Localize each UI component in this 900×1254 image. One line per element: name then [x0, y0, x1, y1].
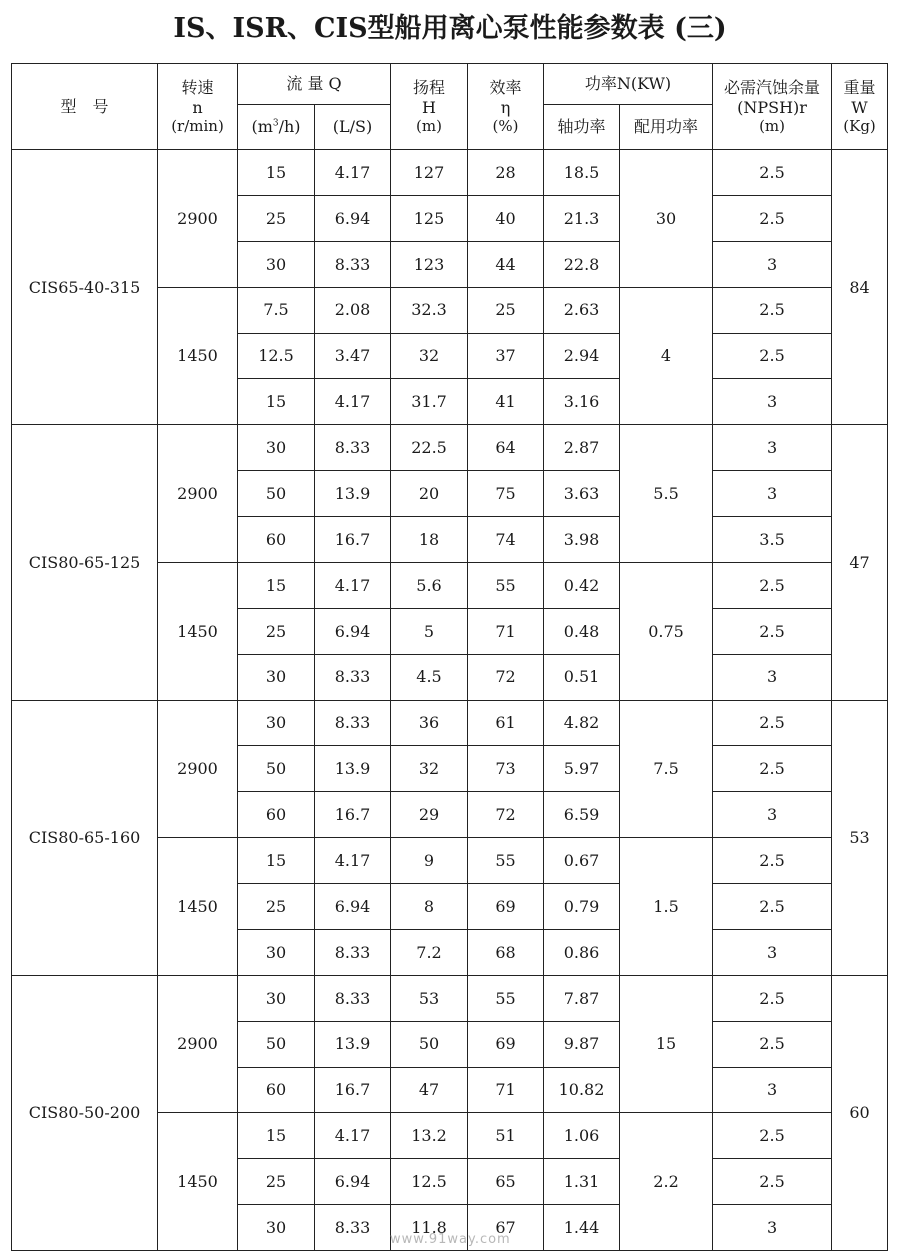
rated-power-cell: 15 [620, 975, 713, 1113]
flow-ls-cell: 13.9 [315, 471, 391, 517]
head-cell: 32 [391, 746, 468, 792]
efficiency-cell: 55 [468, 562, 544, 608]
flow-ls-cell: 6.94 [315, 884, 391, 930]
npsh-cell: 3 [713, 471, 832, 517]
npsh-cell: 2.5 [713, 700, 832, 746]
flow-m3h-cell: 15 [238, 1113, 315, 1159]
efficiency-cell: 40 [468, 195, 544, 241]
npsh-cell: 2.5 [713, 975, 832, 1021]
header-flow: 流 量 Q [238, 64, 391, 105]
efficiency-cell: 67 [468, 1205, 544, 1251]
efficiency-cell: 55 [468, 975, 544, 1021]
head-cell: 53 [391, 975, 468, 1021]
head-cell: 22.5 [391, 425, 468, 471]
flow-ls-cell: 13.9 [315, 1021, 391, 1067]
flow-m3h-cell: 25 [238, 608, 315, 654]
weight-cell: 47 [832, 425, 888, 700]
table-row [12, 150, 888, 196]
shaft-power-cell: 22.8 [544, 241, 620, 287]
efficiency-cell: 55 [468, 838, 544, 884]
flow-m3h-cell: 25 [238, 884, 315, 930]
flow-ls-cell: 8.33 [315, 654, 391, 700]
npsh-cell: 3 [713, 792, 832, 838]
rated-power-cell: 7.5 [620, 700, 713, 838]
header-power: 功率N(KW) [544, 64, 713, 105]
flow-m3h-cell: 30 [238, 975, 315, 1021]
model-cell: CIS65-40-315 [12, 150, 158, 425]
header-rated-power: 配用功率 [620, 105, 713, 150]
efficiency-cell: 72 [468, 792, 544, 838]
flow-m3h-cell: 60 [238, 1067, 315, 1113]
header-weight: 重量 W (Kg) [832, 64, 888, 150]
header-flow-m3h: $(m^3/h)$ [238, 105, 315, 150]
efficiency-cell: 25 [468, 287, 544, 333]
head-cell: 12.5 [391, 1159, 468, 1205]
head-cell: 36 [391, 700, 468, 746]
npsh-cell: 2.5 [713, 608, 832, 654]
npsh-cell: 2.5 [713, 150, 832, 196]
rated-power-cell: 2.2 [620, 1113, 713, 1251]
head-cell: 47 [391, 1067, 468, 1113]
flow-m3h-cell: 30 [238, 425, 315, 471]
flow-ls-cell: 4.17 [315, 150, 391, 196]
shaft-power-cell: 4.82 [544, 700, 620, 746]
shaft-power-cell: 7.87 [544, 975, 620, 1021]
flow-ls-cell: 6.94 [315, 608, 391, 654]
shaft-power-cell: 0.67 [544, 838, 620, 884]
flow-ls-cell: 2.08 [315, 287, 391, 333]
head-cell: 13.2 [391, 1113, 468, 1159]
table-row [12, 700, 888, 746]
flow-ls-cell: 4.17 [315, 379, 391, 425]
npsh-cell: 2.5 [713, 838, 832, 884]
npsh-cell: 3 [713, 929, 832, 975]
flow-m3h-cell: 30 [238, 929, 315, 975]
flow-m3h-cell: 30 [238, 654, 315, 700]
head-cell: 4.5 [391, 654, 468, 700]
shaft-power-cell: 9.87 [544, 1021, 620, 1067]
weight-cell: 53 [832, 700, 888, 975]
shaft-power-cell: 0.79 [544, 884, 620, 930]
efficiency-cell: 69 [468, 884, 544, 930]
pump-performance-table [11, 63, 888, 1251]
flow-m3h-cell: 50 [238, 471, 315, 517]
speed-cell: 1450 [158, 562, 238, 700]
npsh-cell: 3 [713, 1067, 832, 1113]
shaft-power-cell: 1.06 [544, 1113, 620, 1159]
npsh-cell: 3 [713, 425, 832, 471]
page-title: IS、ISR、CIS型船用离心泵性能参数表 (三) [173, 13, 727, 44]
flow-m3h-cell: 50 [238, 746, 315, 792]
shaft-power-cell: 1.44 [544, 1205, 620, 1251]
efficiency-cell: 28 [468, 150, 544, 196]
flow-m3h-cell: 60 [238, 792, 315, 838]
shaft-power-cell: 2.63 [544, 287, 620, 333]
shaft-power-cell: 21.3 [544, 195, 620, 241]
npsh-cell: 2.5 [713, 1159, 832, 1205]
head-cell: 31.7 [391, 379, 468, 425]
speed-cell: 2900 [158, 425, 238, 563]
model-cell: CIS80-65-125 [12, 425, 158, 700]
efficiency-cell: 44 [468, 241, 544, 287]
flow-m3h-cell: 12.5 [238, 333, 315, 379]
header-shaft-power: 轴功率 [544, 105, 620, 150]
npsh-cell: 2.5 [713, 1021, 832, 1067]
rated-power-cell: 1.5 [620, 838, 713, 976]
speed-cell: 1450 [158, 287, 238, 425]
flow-m3h-cell: 25 [238, 195, 315, 241]
head-cell: 32.3 [391, 287, 468, 333]
head-cell: 11.8 [391, 1205, 468, 1251]
header-speed: 转速 n (r/min) [158, 64, 238, 150]
npsh-cell: 2.5 [713, 746, 832, 792]
header-flow-ls: (L/S) [315, 105, 391, 150]
shaft-power-cell: 3.98 [544, 517, 620, 563]
npsh-cell: 3 [713, 241, 832, 287]
flow-m3h-cell: 30 [238, 700, 315, 746]
flow-ls-cell: 16.7 [315, 517, 391, 563]
flow-m3h-cell: 30 [238, 241, 315, 287]
model-cell: CIS80-65-160 [12, 700, 158, 975]
shaft-power-cell: 6.59 [544, 792, 620, 838]
rated-power-cell: 5.5 [620, 425, 713, 563]
flow-m3h-cell: 15 [238, 562, 315, 608]
head-cell: 9 [391, 838, 468, 884]
flow-m3h-cell: 25 [238, 1159, 315, 1205]
efficiency-cell: 73 [468, 746, 544, 792]
shaft-power-cell: 2.87 [544, 425, 620, 471]
flow-ls-cell: 16.7 [315, 1067, 391, 1113]
head-cell: 125 [391, 195, 468, 241]
table-header [12, 64, 888, 150]
efficiency-cell: 61 [468, 700, 544, 746]
header-model: 型 号 [12, 64, 158, 150]
table-body [12, 150, 888, 1251]
head-cell: 5 [391, 608, 468, 654]
efficiency-cell: 64 [468, 425, 544, 471]
head-cell: 127 [391, 150, 468, 196]
npsh-cell: 2.5 [713, 1113, 832, 1159]
head-cell: 32 [391, 333, 468, 379]
shaft-power-cell: 2.94 [544, 333, 620, 379]
flow-ls-cell: 16.7 [315, 792, 391, 838]
head-cell: 29 [391, 792, 468, 838]
flow-ls-cell: 6.94 [315, 1159, 391, 1205]
flow-ls-cell: 8.33 [315, 241, 391, 287]
shaft-power-cell: 0.86 [544, 929, 620, 975]
flow-ls-cell: 8.33 [315, 929, 391, 975]
flow-m3h-cell: 15 [238, 838, 315, 884]
efficiency-cell: 74 [468, 517, 544, 563]
flow-ls-cell: 8.33 [315, 700, 391, 746]
shaft-power-cell: 10.82 [544, 1067, 620, 1113]
npsh-cell: 2.5 [713, 195, 832, 241]
npsh-cell: 3.5 [713, 517, 832, 563]
flow-ls-cell: 6.94 [315, 195, 391, 241]
head-cell: 20 [391, 471, 468, 517]
flow-ls-cell: 8.33 [315, 425, 391, 471]
speed-cell: 1450 [158, 1113, 238, 1251]
flow-ls-cell: 4.17 [315, 1113, 391, 1159]
shaft-power-cell: 0.48 [544, 608, 620, 654]
header-efficiency: 效率 η (%) [468, 64, 544, 150]
flow-m3h-cell: 60 [238, 517, 315, 563]
rated-power-cell: 30 [620, 150, 713, 288]
npsh-cell: 2.5 [713, 884, 832, 930]
model-cell: CIS80-50-200 [12, 975, 158, 1250]
flow-m3h-cell: 15 [238, 150, 315, 196]
npsh-cell: 2.5 [713, 562, 832, 608]
weight-cell: 60 [832, 975, 888, 1250]
watermark: www.91way.com [390, 1232, 511, 1247]
flow-ls-cell: 8.33 [315, 1205, 391, 1251]
efficiency-cell: 75 [468, 471, 544, 517]
speed-cell: 1450 [158, 838, 238, 976]
head-cell: 123 [391, 241, 468, 287]
efficiency-cell: 72 [468, 654, 544, 700]
speed-cell: 2900 [158, 700, 238, 838]
speed-cell: 2900 [158, 975, 238, 1113]
table-row [12, 425, 888, 471]
table-row [12, 975, 888, 1021]
npsh-cell: 3 [713, 1205, 832, 1251]
weight-cell: 84 [832, 150, 888, 425]
flow-m3h-cell: 15 [238, 379, 315, 425]
efficiency-cell: 41 [468, 379, 544, 425]
speed-cell: 2900 [158, 150, 238, 288]
shaft-power-cell: 5.97 [544, 746, 620, 792]
flow-m3h-cell: 50 [238, 1021, 315, 1067]
rated-power-cell: 4 [620, 287, 713, 425]
shaft-power-cell: 3.63 [544, 471, 620, 517]
shaft-power-cell: 18.5 [544, 150, 620, 196]
efficiency-cell: 71 [468, 608, 544, 654]
head-cell: 18 [391, 517, 468, 563]
shaft-power-cell: 0.51 [544, 654, 620, 700]
npsh-cell: 2.5 [713, 287, 832, 333]
npsh-cell: 3 [713, 379, 832, 425]
npsh-cell: 2.5 [713, 333, 832, 379]
flow-ls-cell: 8.33 [315, 975, 391, 1021]
flow-m3h-cell: 30 [238, 1205, 315, 1251]
efficiency-cell: 37 [468, 333, 544, 379]
npsh-cell: 3 [713, 654, 832, 700]
shaft-power-cell: 1.31 [544, 1159, 620, 1205]
flow-ls-cell: 3.47 [315, 333, 391, 379]
efficiency-cell: 51 [468, 1113, 544, 1159]
shaft-power-cell: 0.42 [544, 562, 620, 608]
efficiency-cell: 68 [468, 929, 544, 975]
head-cell: 7.2 [391, 929, 468, 975]
flow-ls-cell: 13.9 [315, 746, 391, 792]
header-head: 扬程 H (m) [391, 64, 468, 150]
head-cell: 5.6 [391, 562, 468, 608]
efficiency-cell: 65 [468, 1159, 544, 1205]
shaft-power-cell: 3.16 [544, 379, 620, 425]
efficiency-cell: 69 [468, 1021, 544, 1067]
head-cell: 50 [391, 1021, 468, 1067]
flow-m3h-cell: 7.5 [238, 287, 315, 333]
flow-ls-cell: 4.17 [315, 838, 391, 884]
rated-power-cell: 0.75 [620, 562, 713, 700]
efficiency-cell: 71 [468, 1067, 544, 1113]
header-npsh: 必需汽蚀余量 (NPSH)r (m) [713, 64, 832, 150]
head-cell: 8 [391, 884, 468, 930]
flow-ls-cell: 4.17 [315, 562, 391, 608]
